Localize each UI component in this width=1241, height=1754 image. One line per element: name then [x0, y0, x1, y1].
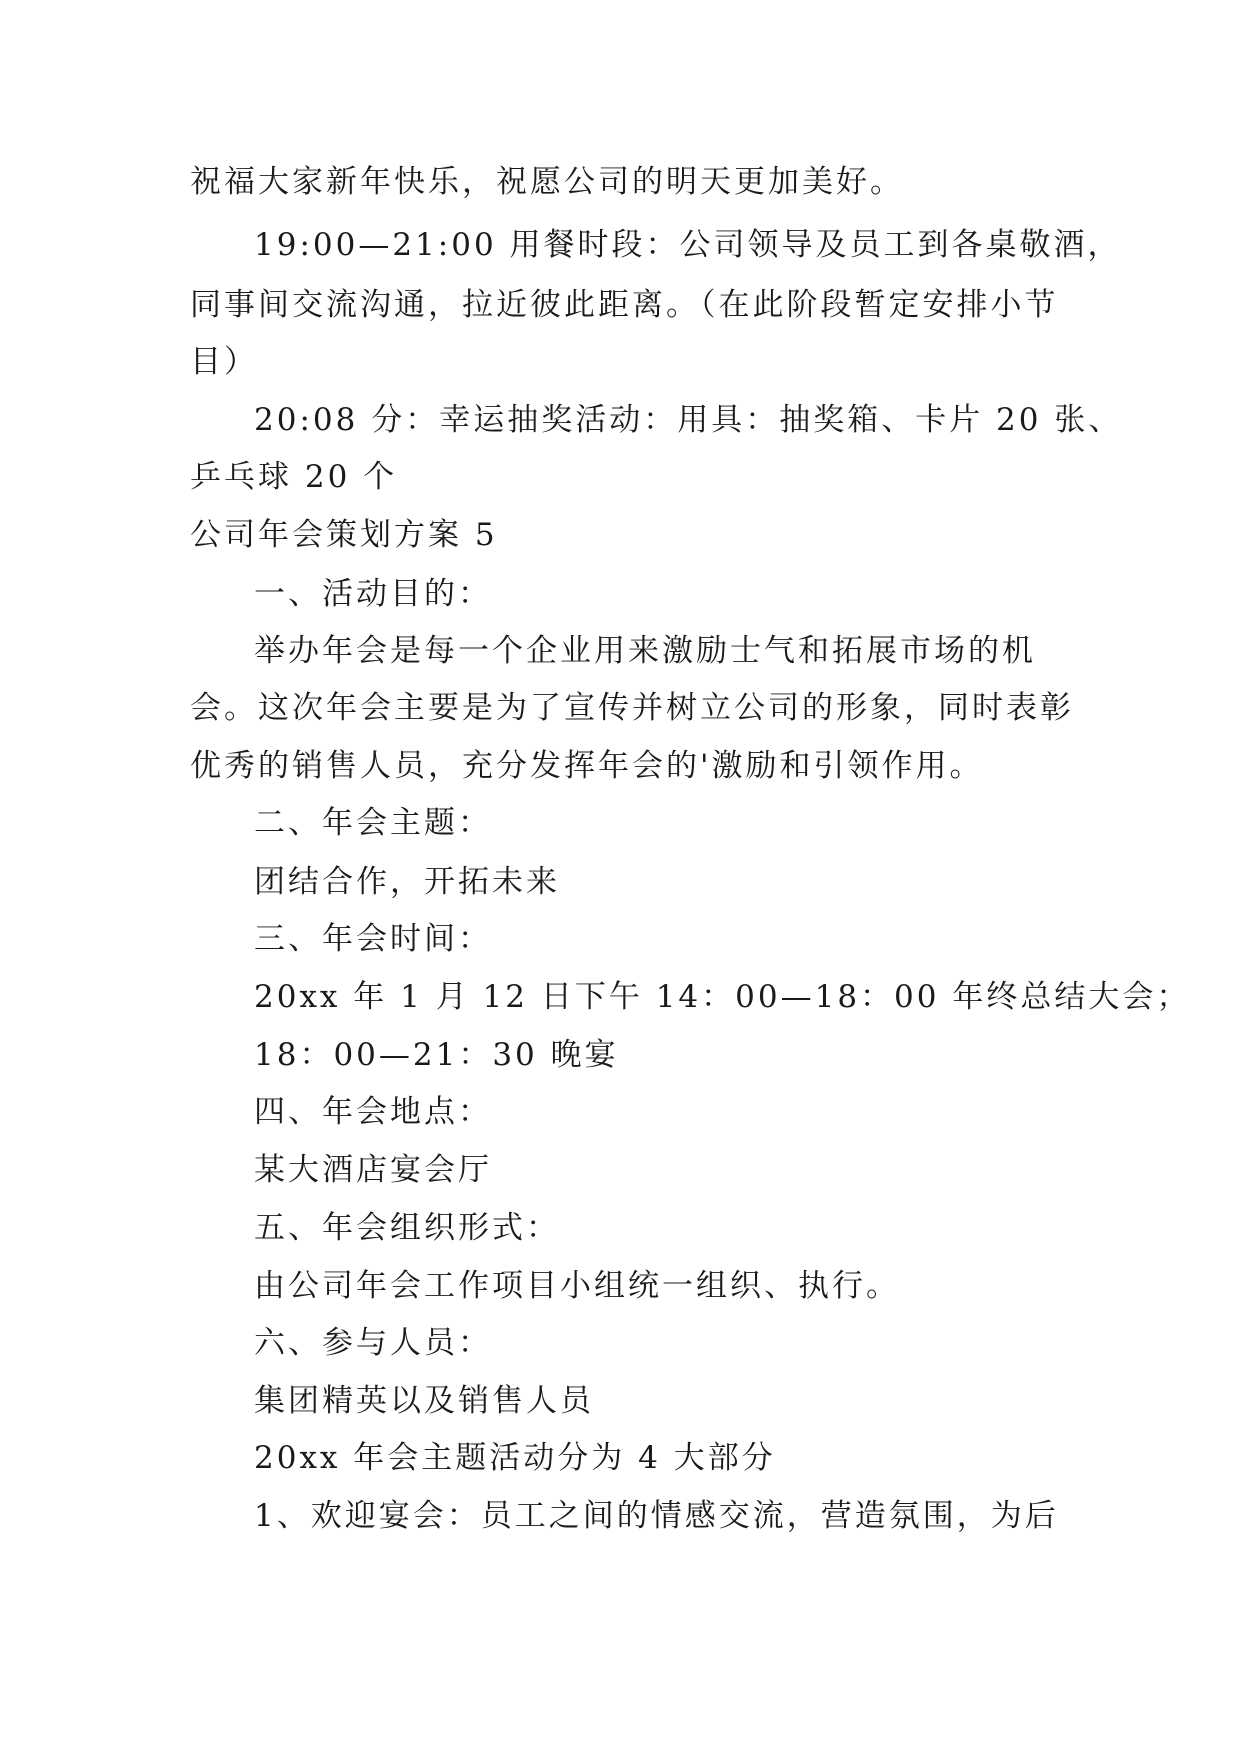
text-line: 三、年会时间： [254, 921, 492, 957]
text-line: 二、年会主题： [254, 805, 492, 841]
text-line: 乒乓球 20 个 [190, 459, 398, 495]
text-line: 19:00—21:00 用餐时段：公司领导及员工到各桌敬酒， [254, 227, 1122, 263]
text-line: 一、活动目的： [254, 576, 492, 612]
text-line: 1、欢迎宴会：员工之间的情感交流，营造氛围，为后 [254, 1498, 1059, 1534]
text-line: 六、参与人员： [254, 1325, 492, 1361]
text-line: 四、年会地点： [254, 1094, 492, 1130]
text-line: 18：00—21：30 晚宴 [254, 1037, 619, 1073]
text-line: 五、年会组织形式： [254, 1210, 560, 1246]
text-line: 优秀的销售人员，充分发挥年会的'激励和引领作用。 [190, 748, 984, 784]
text-line: 举办年会是每一个企业用来激励士气和拓展市场的机 [254, 633, 1036, 669]
text-line: 会。这次年会主要是为了宣传并树立公司的形象，同时表彰 [190, 690, 1074, 726]
text-line: 团结合作，开拓未来 [254, 864, 560, 900]
text-line: 同事间交流沟通，拉近彼此距离。（在此阶段暂定安排小节 [190, 287, 1059, 323]
text-line: 目） [190, 344, 258, 380]
text-line: 祝福大家新年快乐，祝愿公司的明天更加美好。 [190, 164, 904, 200]
text-line: 由公司年会工作项目小组统一组织、执行。 [254, 1268, 900, 1304]
text-line: 某大酒店宴会厅 [254, 1152, 492, 1188]
text-line: 集团精英以及销售人员 [254, 1383, 594, 1419]
text-line: 20xx 年会主题活动分为 4 大部分 [254, 1440, 776, 1476]
section-heading: 公司年会策划方案 5 [190, 517, 498, 553]
text-line: 20:08 分：幸运抽奖活动：用具：抽奖箱、卡片 20 张、 [254, 402, 1123, 438]
text-line: 20xx 年 1 月 12 日下午 14：00—18：00 年终总结大会； [254, 979, 1191, 1015]
